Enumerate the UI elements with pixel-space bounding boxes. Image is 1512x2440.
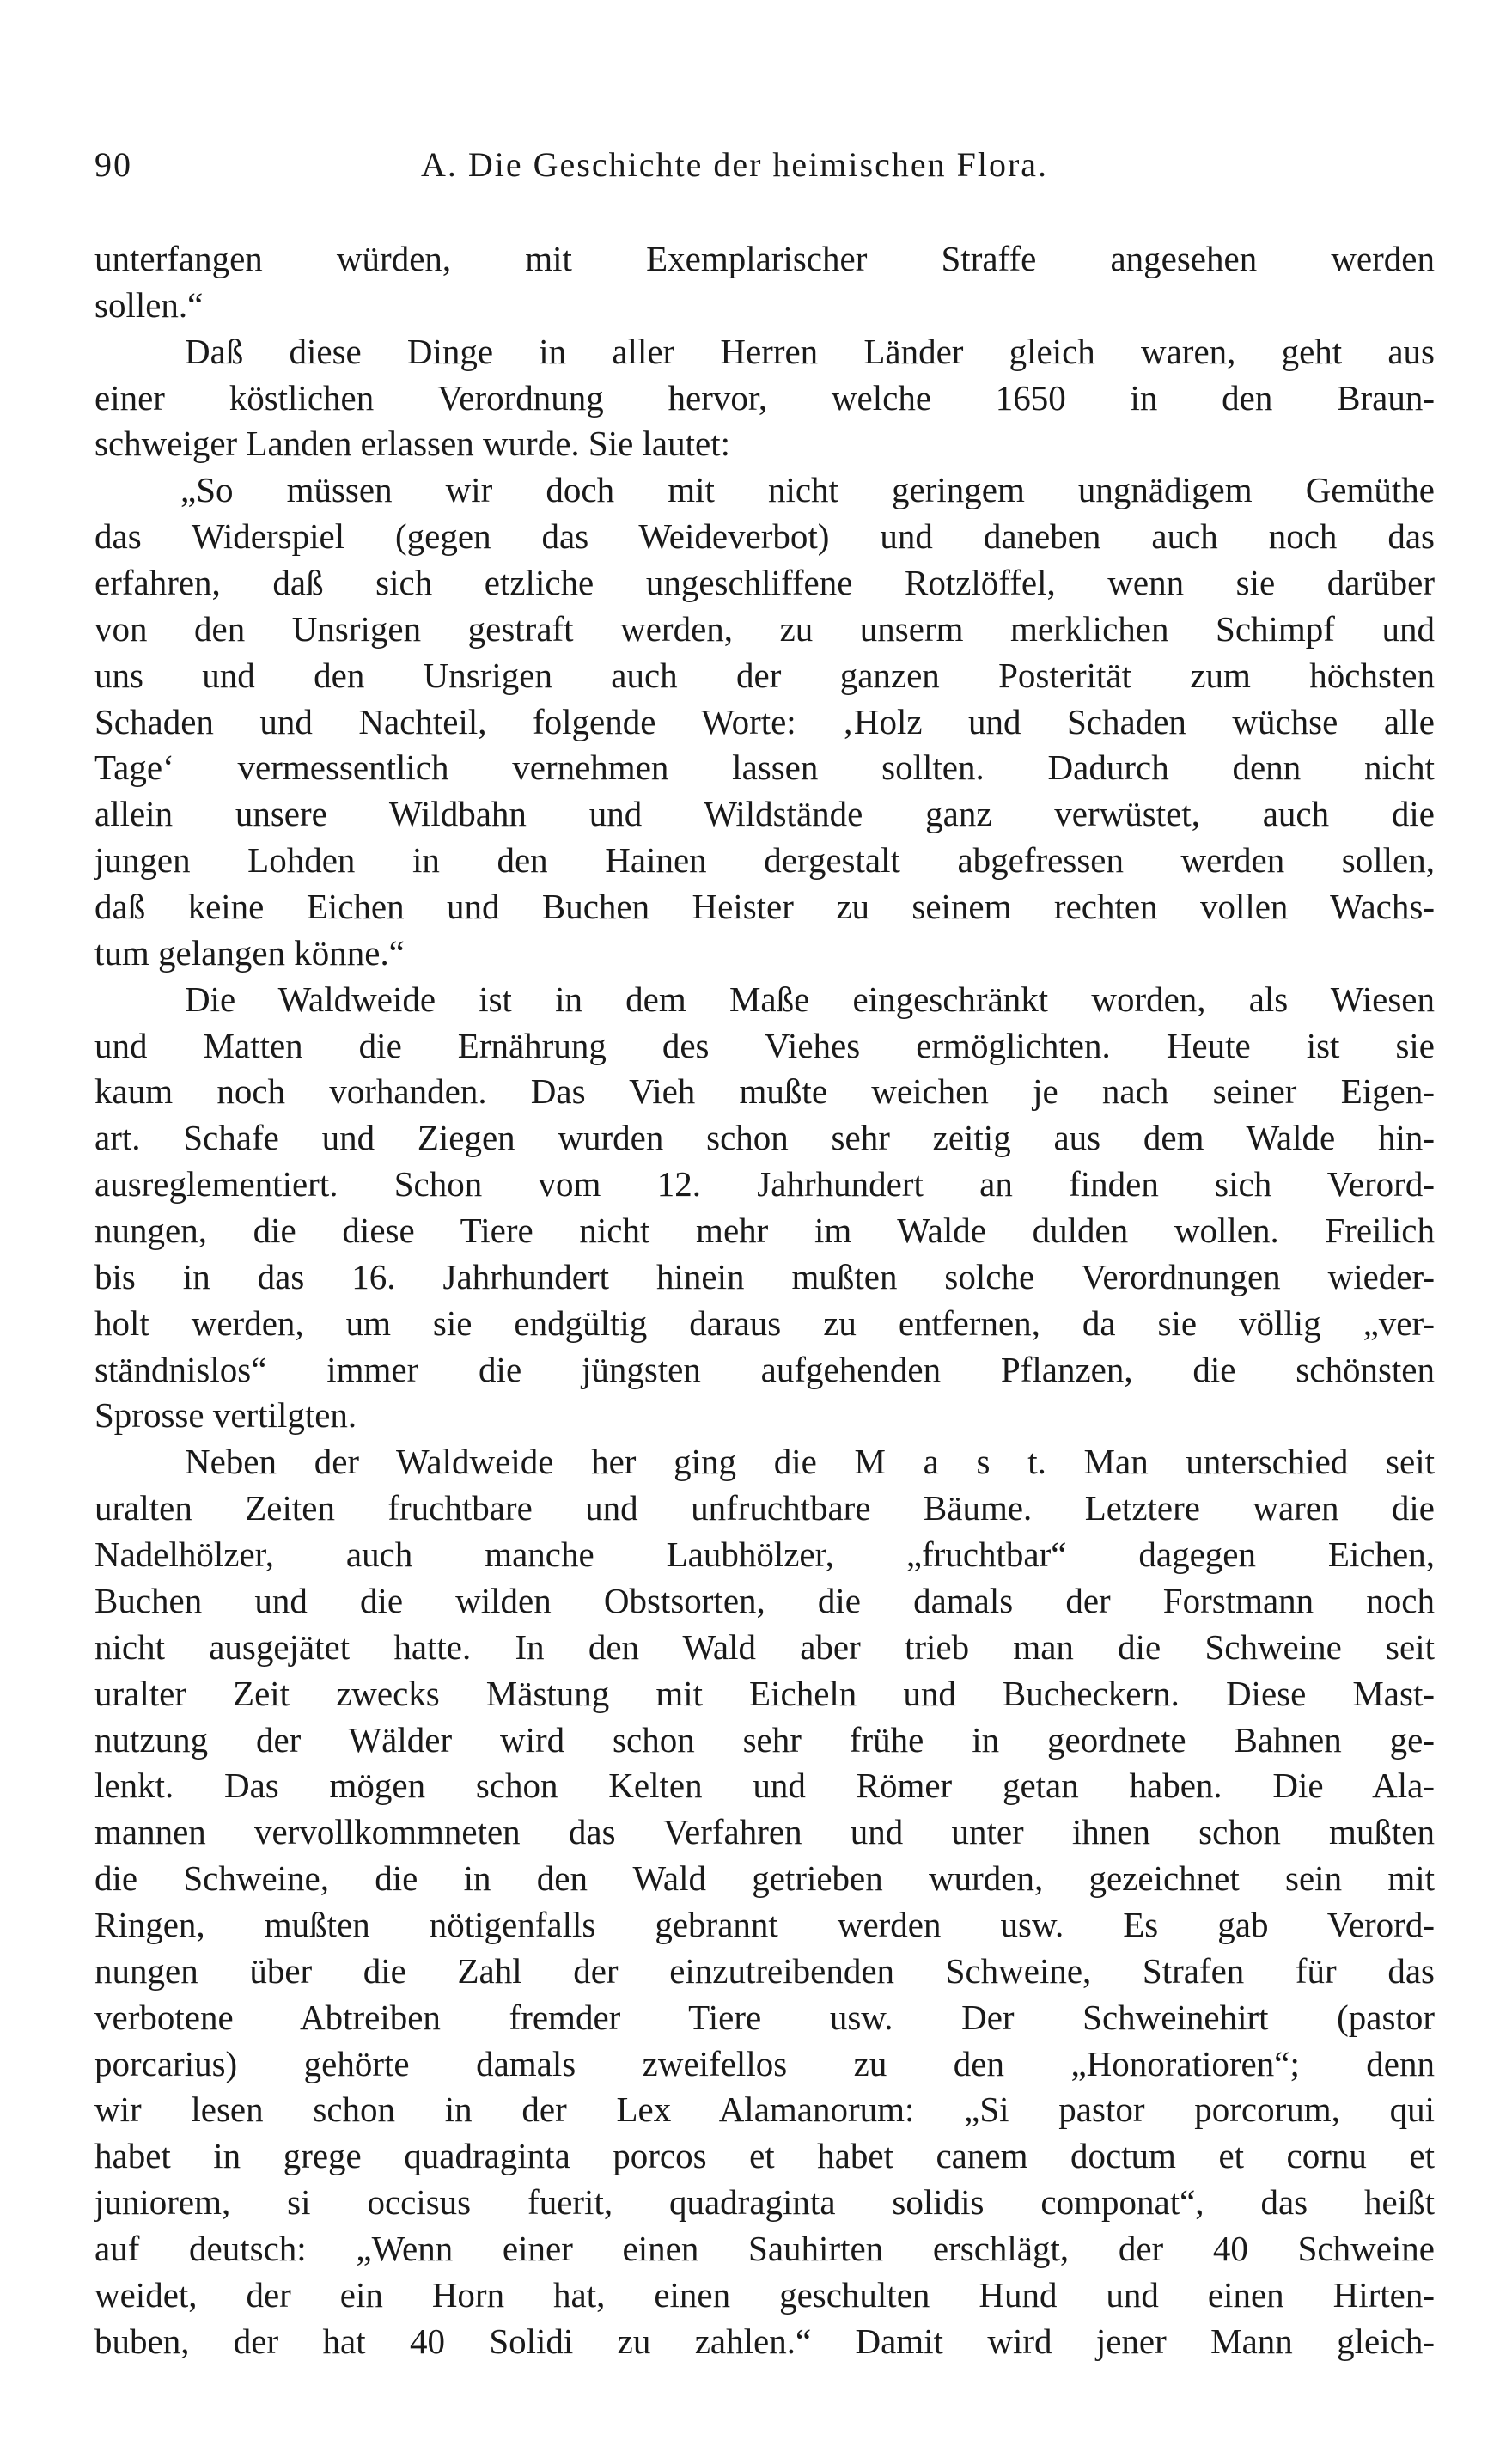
text-line: Die Waldweide ist in dem Maße eingeschränkt worden, als Wiesen xyxy=(185,979,1435,1019)
text-line: Nadelhölzer, auch manche Laubhölzer, „fruchtbar“ dagegen Eichen, xyxy=(94,1534,1435,1575)
text-line: kaum noch vorhanden. Das Vieh mußte weichen je nach seiner Eigen- xyxy=(94,1071,1435,1112)
text-line: und Matten die Ernährung des Viehes ermöglichten. Heute ist sie xyxy=(94,1025,1435,1065)
text-line: Tage‘ vermessentlich vernehmen lassen sollten. Dadurch denn nicht xyxy=(94,747,1435,788)
page-number: 90 xyxy=(94,145,132,184)
text-line: ausreglementiert. Schon vom 12. Jahrhundert an finden sich Verord- xyxy=(94,1164,1435,1205)
text-line: uralter Zeit zwecks Mästung mit Eicheln und Bucheckern. Diese Mast- xyxy=(94,1673,1435,1713)
text-line: lenkt. Das mögen schon Kelten und Römer getan haben. Die Ala- xyxy=(94,1766,1435,1806)
text-line: jungen Lohden in den Hainen dergestalt abgefressen werden sollen, xyxy=(94,840,1435,881)
text-line: Ringen, mußten nötigenfalls gebrannt werden usw. Es gab Verord- xyxy=(94,1904,1435,1944)
text-line: nungen, die diese Tiere nicht mehr im Walde dulden wollen. Freilich xyxy=(94,1211,1435,1251)
text-line: daß keine Eichen und Buchen Heister zu seinem rechten vollen Wachs- xyxy=(94,887,1435,927)
text-line: habet in grege quadraginta porcos et habet canem doctum et cornu et xyxy=(94,2136,1435,2176)
text-line: auf deutsch: „Wenn einer einen Sauhirten erschlägt, der 40 Schweine xyxy=(94,2228,1435,2268)
text-line: schweiger Landen erlassen wurde. Sie lautet: xyxy=(94,424,731,464)
text-line: Neben der Waldweide her ging die M a s t. Man unterschied seit xyxy=(185,1442,1435,1482)
text-line: uns und den Unsrigen auch der ganzen Posterität zum höchsten xyxy=(94,655,1435,695)
text-line: die Schweine, die in den Wald getrieben wurden, gezeichnet sein mit xyxy=(94,1858,1435,1899)
text-line: Sprosse vertilgten. xyxy=(94,1395,357,1436)
text-line: nutzung der Wälder wird schon sehr frühe in geordnete Bahnen ge- xyxy=(94,1719,1435,1760)
text-line: Daß diese Dinge in aller Herren Länder gleich waren, geht aus xyxy=(185,331,1435,371)
text-line: verbotene Abtreiben fremder Tiere usw. Der Schweinehirt (pastor xyxy=(94,1997,1435,2037)
body-text xyxy=(94,236,1435,2365)
text-line: wir lesen schon in der Lex Alamanorum: „Si pastor porcorum, qui xyxy=(94,2089,1435,2130)
text-line: porcarius) gehörte damals zweifellos zu den „Honoratioren“; denn xyxy=(94,2043,1435,2083)
text-line: einer köstlichen Verordnung hervor, welche 1650 in den Braun- xyxy=(94,377,1435,418)
text-line: Schaden und Nachteil, folgende Worte: ‚Holz und Schaden wüchse alle xyxy=(94,701,1435,741)
text-line: das Widerspiel (gegen das Weideverbot) und daneben auch noch das xyxy=(94,516,1435,557)
page-header xyxy=(94,139,1435,191)
text-line: Buchen und die wilden Obstsorten, die damals der Forstmann noch xyxy=(94,1580,1435,1620)
text-line: bis in das 16. Jahrhundert hinein mußten solche Verordnungen wieder- xyxy=(94,1256,1435,1296)
text-line: juniorem, si occisus fuerit, quadraginta solidis componat“, das heißt xyxy=(94,2182,1435,2223)
text-line: holt werden, um sie endgültig daraus zu entfernen, da sie völlig „ver- xyxy=(94,1302,1435,1343)
text-line: erfahren, daß sich etzliche ungeschliffene Rotzlöffel, wenn sie darüber xyxy=(94,563,1435,603)
text-line: „So müssen wir doch mit nicht geringem ungnädigem Gemüthe xyxy=(180,470,1435,510)
text-line: ständnislos“ immer die jüngsten aufgehenden Pflanzen, die schönsten xyxy=(94,1349,1435,1389)
text-line: allein unsere Wildbahn und Wildstände ganz verwüstet, auch die xyxy=(94,794,1435,834)
text-line: uralten Zeiten fruchtbare und unfruchtbare Bäume. Letztere waren die xyxy=(94,1488,1435,1528)
text-line: weidet, der ein Horn hat, einen geschulten Hund und einen Hirten- xyxy=(94,2274,1435,2315)
text-line: sollen.“ xyxy=(94,284,204,325)
text-line: tum gelangen könne.“ xyxy=(94,932,405,973)
text-line: buben, der hat 40 Solidi zu zahlen.“ Damit wird jener Mann gleich- xyxy=(94,2321,1435,2361)
text-line: nicht ausgejätet hatte. In den Wald aber trieb man die Schweine seit xyxy=(94,1626,1435,1667)
text-line: mannen vervollkommneten das Verfahren und unter ihnen schon mußten xyxy=(94,1812,1435,1852)
running-title: A. Die Geschichte der heimischen Flora. xyxy=(421,145,1049,184)
text-line: von den Unsrigen gestraft werden, zu unserm merklichen Schimpf und xyxy=(94,608,1435,649)
text-line: nungen über die Zahl der einzutreibenden Schweine, Strafen für das xyxy=(94,1950,1435,1991)
text-line: unterfangen würden, mit Exemplarischer Straffe angesehen werden xyxy=(94,239,1435,278)
text-line: art. Schafe und Ziegen wurden schon sehr zeitig aus dem Walde hin- xyxy=(94,1118,1435,1158)
